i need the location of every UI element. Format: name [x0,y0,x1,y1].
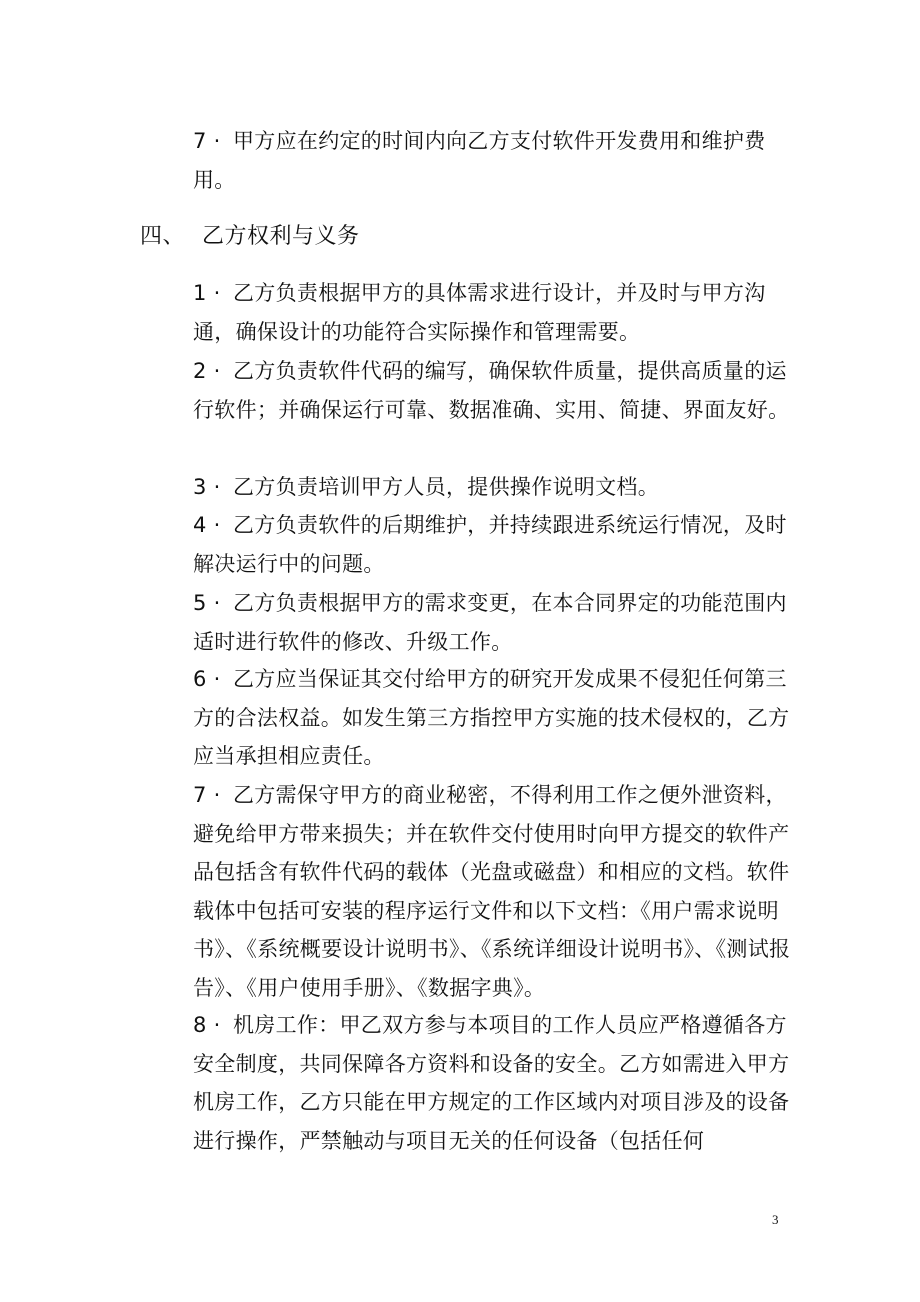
clause-number: 8 · [193,1013,221,1037]
clause-2 [193,352,793,429]
clause-5 [193,584,793,661]
clause-4 [193,506,793,583]
clause-number: 2 · [193,359,221,383]
clause-number: 5 · [193,591,221,615]
clause-number: 3 · [193,475,221,499]
page-number: 3 [772,1212,779,1227]
clause-number: 4 · [193,513,221,537]
clause-prev-7 [193,122,793,199]
section-heading [140,218,360,256]
clause-number: 6 · [193,667,221,691]
clause-text: 乙方负责培训甲方人员，提供操作说明文档。 [233,475,659,499]
clause-6 [193,660,793,776]
section-number: 四、 [140,224,186,249]
clause-7 [193,776,793,1007]
clause-text: 机房工作：甲乙双方参与本项目的工作人员应严格遵循各方安全制度，共同保障各方资料和设备的安全。乙方如需进入甲方机房工作，乙方只能在甲方规定的工作区域内对项目涉及的设备进行操作，严禁触动与项目无关的任何设备（包括任何 [193,1013,790,1153]
clause-text: 乙方应当保证其交付给甲方的研究开发成果不侵犯任何第三方的合法权益。如发生第三方指控甲方实施的技术侵权的，乙方应当承担相应责任。 [193,667,790,768]
clause-3 [193,468,793,507]
clause-text: 甲方应在约定的时间内向乙方支付软件开发费用和维护费用。 [193,129,766,192]
section-title: 乙方权利与义务 [202,224,360,249]
clause-text: 乙方需保守甲方的商业秘密，不得利用工作之便外泄资料，避免给甲方带来损失；并在软件交付使用时向甲方提交的软件产品包括含有软件代码的载体（光盘或磁盘）和相应的文档。软件载体中包括可安装的程序运行文件和以下文档：《用户需求说明书》、《系统概要设计说明书》、《系统详细设计说明书》、《测试报告》、《用户使用手册》、《数据字典》。 [193,783,791,1000]
clause-8 [193,1006,793,1160]
clause-text: 乙方负责根据甲方的需求变更，在本合同界定的功能范围内适时进行软件的修改、升级工作。 [193,591,787,654]
clause-number: 1 · [193,281,221,305]
clause-text: 乙方负责软件的后期维护，并持续跟进系统运行情况，及时解决运行中的问题。 [193,513,787,576]
clause-text: 乙方负责根据甲方的具体需求进行设计，并及时与甲方沟通，确保设计的功能符合实际操作和管理需要。 [193,281,766,344]
clause-text: 乙方负责软件代码的编写，确保软件质量，提供高质量的运行软件；并确保运行可靠、数据准确、实用、简捷、界面友好。 [193,359,790,422]
clause-1 [193,274,793,351]
clause-number: 7 · [193,129,221,153]
clause-number: 7 · [193,783,221,807]
